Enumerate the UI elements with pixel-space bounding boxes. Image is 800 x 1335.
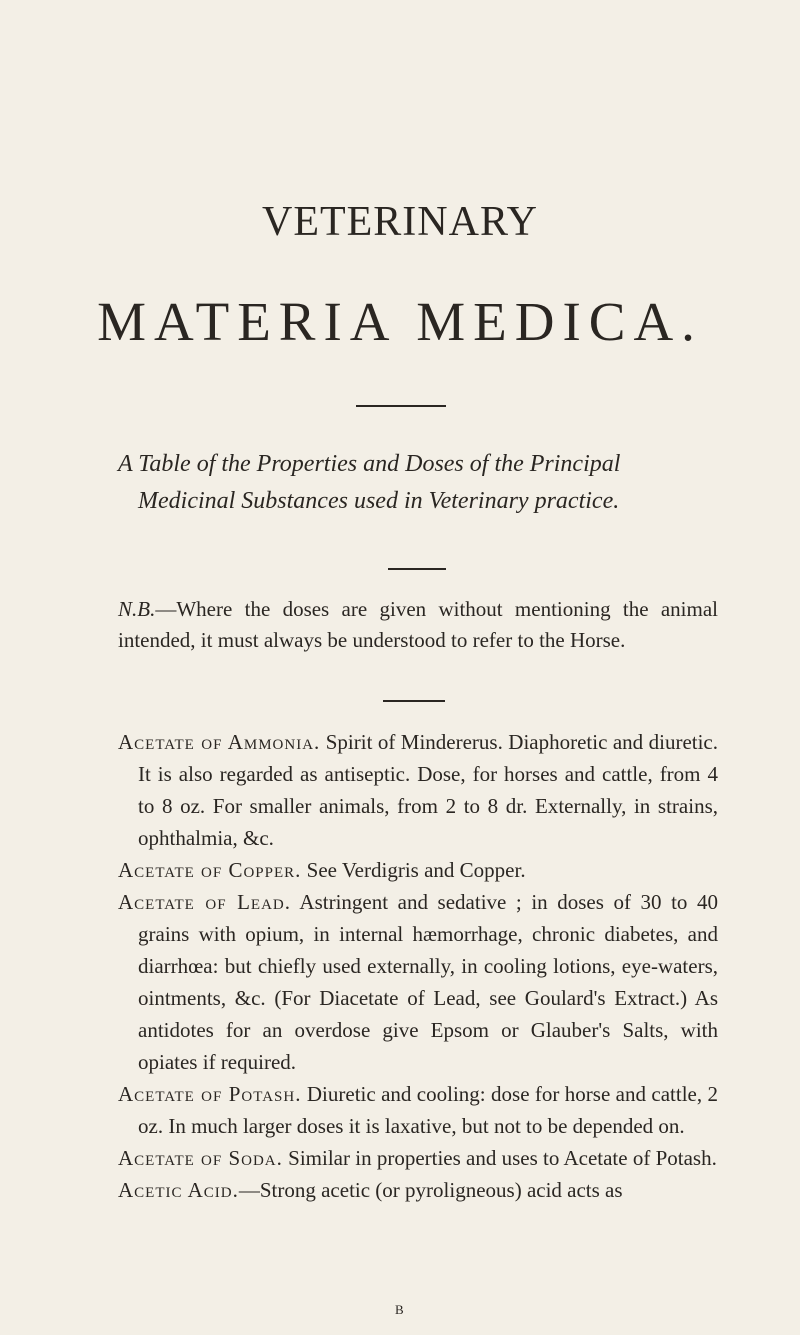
- divider-rule: [383, 700, 445, 702]
- entry: [118, 726, 718, 854]
- entry-term: Acetic Acid.: [118, 1178, 239, 1202]
- entry-text: —Strong acetic (or pyroligneous) acid acts as: [238, 1178, 623, 1202]
- entry-text: Astringent and sedative ; in doses of 30 to 40 grains with opium, in internal hæmorrhage, chronic diabetes, and diarrhœa: but chiefly used externally, in cooling lotions, eye-waters, ointments, &c. (For Diacetate of Lead, see Goulard's Extract.) As antidotes for an overdose give Epsom or Glauber's Salts, with opiates if required.: [138, 890, 718, 1074]
- nb-label: N.B.: [118, 597, 156, 621]
- entry-term: Acetate of Copper.: [118, 858, 302, 882]
- signature-mark: B: [395, 1302, 404, 1317]
- entry-term: Acetate of Lead.: [118, 890, 292, 914]
- title-veterinary: VETERINARY: [262, 199, 538, 245]
- entry: [118, 1142, 718, 1174]
- nota-bene: [118, 594, 718, 656]
- entry-text: Similar in properties and uses to Acetate of Potash.: [282, 1146, 717, 1170]
- entry-term: Acetate of Potash.: [118, 1082, 302, 1106]
- entry-text: Spirit of Mindererus. Diaphoretic and diuretic. It is also regarded as antiseptic. Dose, for horses and cattle, from 4 to 8 oz. For smaller animals, from 2 to 8 dr. Externally, in strains, ophthalmia, &c.: [138, 730, 719, 850]
- entry-term: Acetate of Ammonia.: [118, 730, 321, 754]
- nb-text: —Where the doses are given without mentioning the animal intended, it must always be understood to refer to the Horse.: [118, 597, 718, 652]
- entry-text: See Verdigris and Copper.: [301, 858, 526, 882]
- title-materia-medica: MATERIA MEDICA.: [97, 291, 703, 352]
- subtitle: [118, 446, 718, 520]
- entry: [118, 1174, 718, 1206]
- entry: [118, 886, 718, 1078]
- divider-rule: [388, 568, 446, 570]
- entry: [118, 1078, 718, 1142]
- entries-list: [118, 726, 718, 1206]
- entry: [118, 854, 718, 886]
- subtitle-line-1: A Table of the Properties and Doses of the Principal: [118, 451, 621, 477]
- entry-term: Acetate of Soda.: [118, 1146, 283, 1170]
- entry-text: Diuretic and cooling: dose for horse and cattle, 2 oz. In much larger doses it is laxative, but not to be depended on.: [138, 1082, 719, 1138]
- divider-rule: [356, 405, 446, 407]
- subtitle-line-2: Medicinal Substances used in Veterinary practice.: [138, 488, 620, 514]
